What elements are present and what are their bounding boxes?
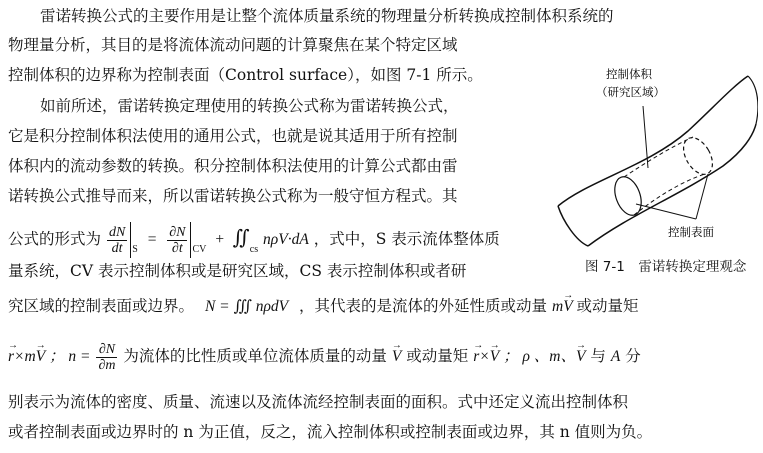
label-study-region: （研究区域） (596, 85, 665, 99)
label-control-volume: 控制体积 (606, 67, 652, 81)
fraction-n-def: $\frac{\partial N}{\partial m}$ (98, 341, 116, 373)
text-fragment: 公式的形式为 (8, 230, 102, 248)
text-line: 量系统，CV 表示控制体积或是研究区域，CS 表示控制体积或者研 (8, 262, 467, 280)
double-integral: ∬ (232, 225, 250, 249)
text-line: 别表示为流体的密度、质量、流速以及流体流经控制表面的面积。式中还定义流出控制体积 (8, 393, 629, 411)
text-line: 控制体积的边界称为控制表面（Control surface），如图 7-1 所示。 (8, 66, 483, 84)
equation-line: 公式的形式为 $\frac{dN}{dt}$ $_S$ = $\frac{\partial N}{\partial t}$ $_{CV} + ∬_{cs}$ nρV·dA ，式中，S 表示流体整体质 (8, 218, 500, 269)
text-line: 诺转换公式推导而来，所以雷诺转换公式称为一般守恒方程式。其 (8, 187, 458, 205)
control-volume-figure (548, 56, 758, 261)
fraction-dn-dt: $\frac{dN}{dt}$ (108, 224, 126, 256)
text-line: 如前所述，雷诺转换定理使用的转换公式称为雷诺转换公式， (40, 97, 459, 115)
figure-caption: 图 7-1 雷诺转换定理观念 (585, 259, 747, 275)
label-control-surface: 控制表面 (668, 225, 714, 239)
text-line: 物理量分析，其目的是将流体流动问题的计算聚焦在某个特定区域 (8, 36, 458, 54)
subscript-cv: CV (192, 244, 207, 255)
text-line: 体积内的流动参数的转换。积分控制体积法使用的计算公式都由雷 (8, 157, 458, 175)
subscript-cs: cs (249, 244, 259, 255)
text-fragment: ，式中，S 表示流体整体质 (313, 230, 500, 248)
text-line: r →×mV → ； n = $\frac{\partial N}{\partial m}$ 为流体的比性质或单位流体质量的动量 V → 或动量矩 r →×V → ； ρ 、m、V → 与 A 分 (8, 338, 641, 375)
integrand: nρV·dA (263, 231, 309, 248)
n-definition: N = ∭ nρdV (204, 298, 289, 315)
text-line: 究区域的控制表面或边界。 N = ∭ nρdV ，其代表的是流体的外延性质或动量 mV → 或动量矩 (8, 296, 639, 317)
text-line: 或者控制表面或边界时的 n 为正值，反之，流入控制体积或控制表面或边界，其 n 值则为负。 (8, 423, 653, 441)
fraction-partial: $\frac{\partial N}{\partial t}$ (169, 224, 186, 256)
subscript-s: S (132, 244, 138, 255)
text-line: 雷诺转换公式的主要作用是让整个流体质量系统的物理量分析转换成控制体积系统的 (40, 7, 614, 25)
text-line: 它是积分控制体积法使用的通用公式，也就是说其适用于所有控制 (8, 127, 458, 145)
